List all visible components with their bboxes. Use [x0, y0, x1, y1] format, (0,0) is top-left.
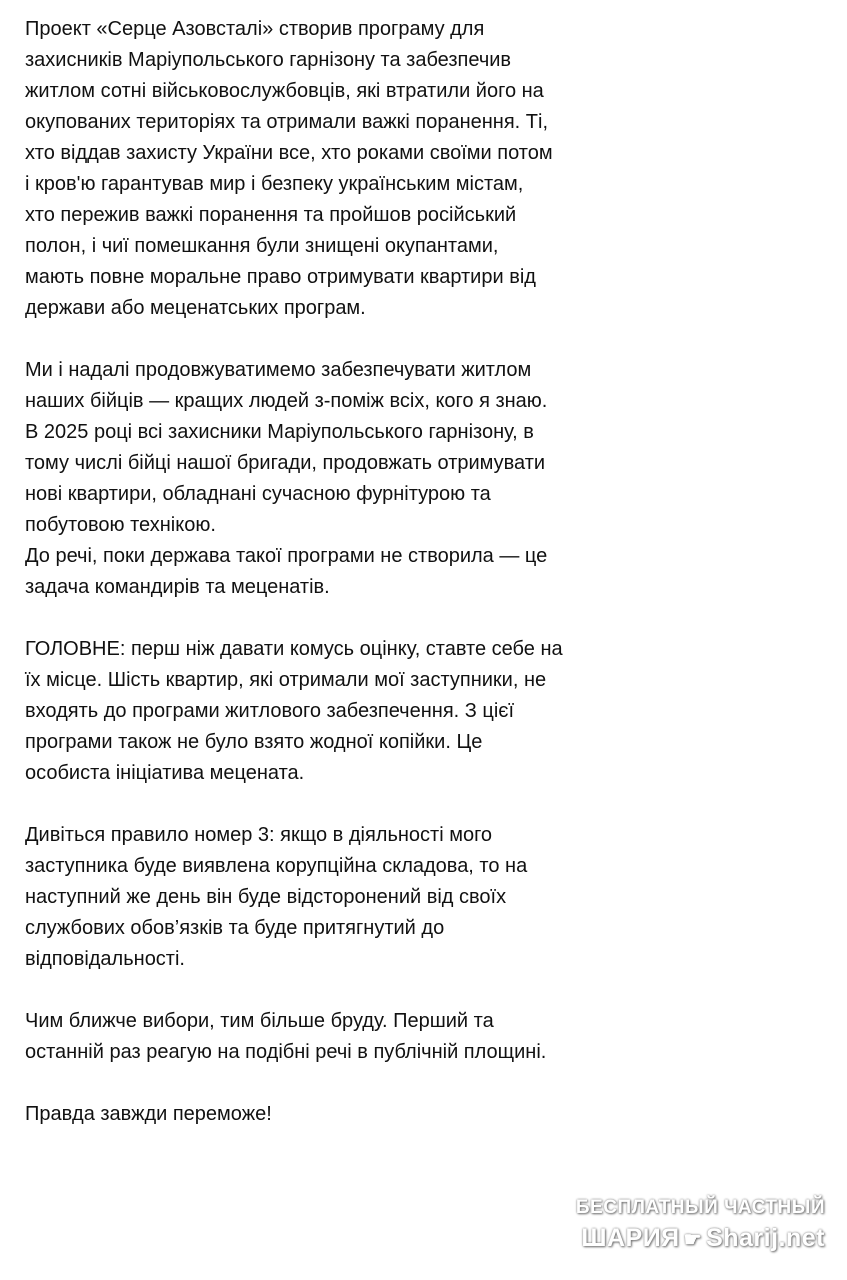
text-line: Ми і надалі продовжуватимемо забезпечувати житлом: [25, 359, 532, 381]
paragraph: [25, 820, 830, 975]
text-line: До речі, поки держава такої програми не створила — це: [25, 545, 548, 567]
text-line: наступний же день він буде відсторонений від своїх: [25, 886, 507, 908]
text-line: останній раз реагую на подібні речі в публічній площині.: [25, 1041, 547, 1063]
pointing-hand-icon: ☛: [683, 1229, 703, 1251]
watermark-line1: БЕСПЛАТНЫЙ ЧАСТНЫЙ: [575, 1197, 825, 1218]
paragraph-gap: [25, 789, 830, 820]
watermark-line2: [525, 1223, 825, 1255]
paragraph: [25, 1006, 830, 1068]
text-line: держави або меценатських програм.: [25, 297, 366, 319]
text-line: входять до програми житлового забезпечення. З цієї: [25, 700, 515, 722]
text-line: хто віддав захисту України все, хто роками своїми потом: [25, 142, 553, 164]
text-line: Проект «Серце Азовсталі» створив програму для: [25, 18, 485, 40]
text-line: тому числі бійці нашої бригади, продовжать отримувати: [25, 452, 546, 474]
text-line: програми також не було взято жодної копійки. Це: [25, 731, 483, 753]
text-line: захисників Маріупольського гарнізону та забезпечив: [25, 49, 512, 71]
paragraph-gap: [25, 1068, 830, 1099]
text-line: побутовою технікою.: [25, 514, 216, 536]
text-line: Правда завжди переможе!: [25, 1103, 272, 1125]
text-line: службових обов’язків та буде притягнутий до: [25, 917, 445, 939]
paragraph-gap: [25, 975, 830, 1006]
watermark-brand: ШАРИЯ: [581, 1224, 680, 1252]
text-line: і кров'ю гарантував мир і безпеку українським містам,: [25, 173, 524, 195]
text-line: задача командирів та меценатів.: [25, 576, 330, 598]
paragraph: [25, 355, 830, 603]
text-line: нові квартири, обладнані сучасною фурнітурою та: [25, 483, 491, 505]
paragraph: [25, 14, 830, 324]
watermark: [525, 1197, 825, 1255]
text-line: їх місце. Шість квартир, які отримали мої заступники, не: [25, 669, 547, 691]
text-line: Дивіться правило номер 3: якщо в діяльності мого: [25, 824, 493, 846]
text-line: Чим ближче вибори, тим більше бруду. Перший та: [25, 1010, 494, 1032]
paragraph: [25, 1099, 830, 1130]
text-line: мають повне моральне право отримувати квартири від: [25, 266, 536, 288]
text-line: особиста ініціатива мецената.: [25, 762, 305, 784]
text-line: відповідальності.: [25, 948, 185, 970]
text-line: хто пережив важкі поранення та пройшов російський: [25, 204, 517, 226]
text-line: наших бійців — кращих людей з-поміж всіх, кого я знаю.: [25, 390, 548, 412]
paragraph-gap: [25, 603, 830, 634]
paragraph: [25, 634, 830, 789]
watermark-site: Sharij.net: [706, 1224, 825, 1252]
text-line: В 2025 році всі захисники Маріупольського гарнізону, в: [25, 421, 534, 443]
post-text: [25, 14, 830, 1130]
text-line: ГОЛОВНЕ: перш ніж давати комусь оцінку, ставте себе на: [25, 638, 563, 660]
paragraph-gap: [25, 324, 830, 355]
text-line: окупованих територіях та отримали важкі поранення. Ті,: [25, 111, 549, 133]
text-line: житлом сотні військовослужбовців, які втратили його на: [25, 80, 544, 102]
text-line: полон, і чиї помешкання були знищені окупантами,: [25, 235, 499, 257]
text-line: заступника буде виявлена корупційна складова, то на: [25, 855, 528, 877]
